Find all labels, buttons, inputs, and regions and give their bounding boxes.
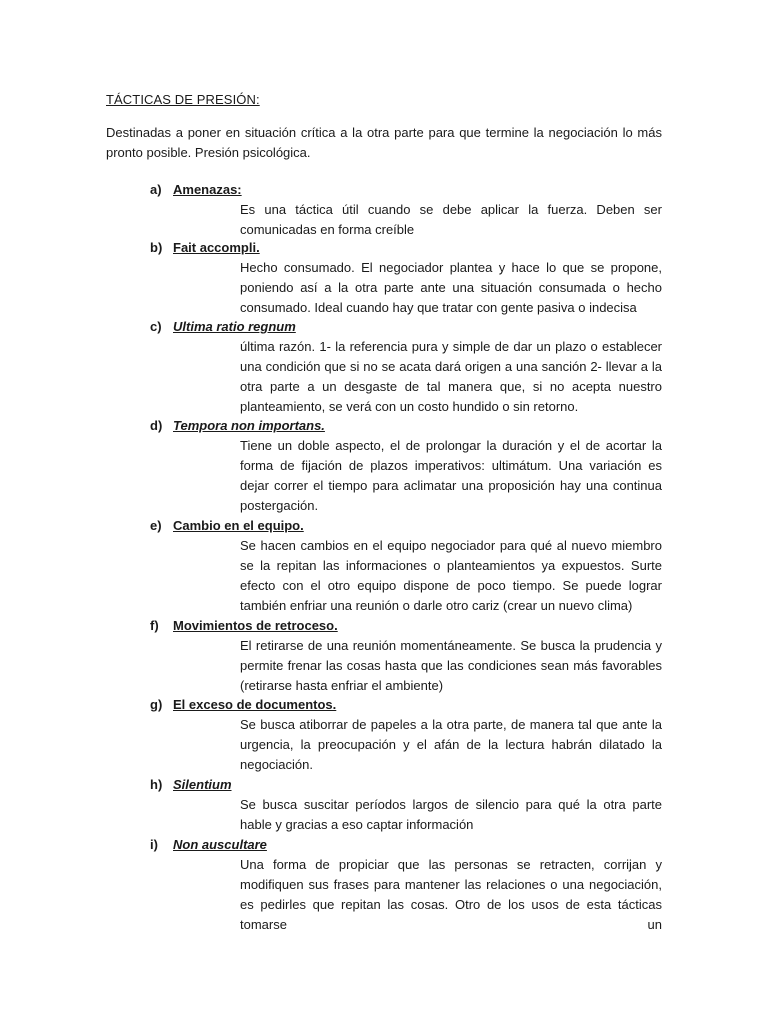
item-body: El retirarse de una reunión momentáneamente. Se busca la prudencia y permite frenar las cosas hasta que las condiciones sean más favorables (retirarse hasta enfriar el ambiente) <box>240 638 662 693</box>
item-heading: El exceso de documentos. <box>173 697 337 712</box>
item-letter: e) <box>150 518 162 533</box>
item-letter: g) <box>150 697 163 712</box>
item-heading: Ultima ratio regnum <box>173 319 296 334</box>
item-letter: i) <box>150 837 158 852</box>
item-letter: c) <box>150 319 162 334</box>
item-letter: a) <box>150 182 162 197</box>
item-body: Se busca atiborrar de papeles a la otra parte, de manera tal que ante la urgencia, la preocupación y el afán de la lectura habrán dilatado la negociación. <box>240 717 662 772</box>
item-heading: Tempora non importans. <box>173 418 325 433</box>
item-body: Es una táctica útil cuando se debe aplicar la fuerza. Deben ser comunicadas en forma creíble <box>240 202 662 237</box>
item-heading: Cambio en el equipo. <box>173 518 304 533</box>
item-heading: Amenazas: <box>173 182 242 197</box>
item-letter: b) <box>150 240 163 255</box>
intro-paragraph: Destinadas a poner en situación crítica a la otra parte para que termine la negociación lo más pronto posible. Presión psicológica. <box>106 125 662 160</box>
item-body: Hecho consumado. El negociador plantea y hace lo que se propone, poniendo así a la otra parte ante una situación consumada o hecho consumado. Ideal cuando hay que tratar con gente pasiva o indecisa <box>240 260 662 315</box>
item-body: Una forma de propiciar que las personas se retracten, corrijan y modifiquen sus frases para mantener las relaciones o una negociación, es pedirles que repitan las cosas. Otro de los usos de esta tácticas tomarse un <box>240 857 662 932</box>
page-title: TÁCTICAS DE PRESIÓN: <box>106 92 260 107</box>
item-body: Se busca suscitar períodos largos de silencio para qué la otra parte hable y gracias a eso captar información <box>240 797 662 832</box>
item-letter: f) <box>150 618 159 633</box>
item-body: Se hacen cambios en el equipo negociador para qué al nuevo miembro se la repitan las informaciones o planteamientos ya expuestos. Surte efecto con el otro equipo dispone de poco tiempo. Se puede lograr también enfriar una reunión o darle otro cariz (crear un nuevo clima) <box>240 538 662 613</box>
item-heading: Movimientos de retroceso. <box>173 618 338 633</box>
item-letter: d) <box>150 418 163 433</box>
item-heading: Silentium <box>173 777 232 792</box>
item-letter: h) <box>150 777 163 792</box>
item-heading: Fait accompli. <box>173 240 260 255</box>
item-body: Tiene un doble aspecto, el de prolongar la duración y el de acortar la forma de fijación de plazos imperativos: ultimátum. Una variación es dejar correr el tiempo para aclimatar una proposición hay una continua postergación. <box>240 438 662 513</box>
item-heading: Non auscultare <box>173 837 267 852</box>
item-body: última razón. 1- la referencia pura y simple de dar un plazo o establecer una condición que si no se acata dará origen a una sanción 2- llevar a la otra parte a un desgaste de tal manera que, si no acepta nuestro planteamiento, se verá con un costo hundido o sin retorno. <box>240 339 662 414</box>
